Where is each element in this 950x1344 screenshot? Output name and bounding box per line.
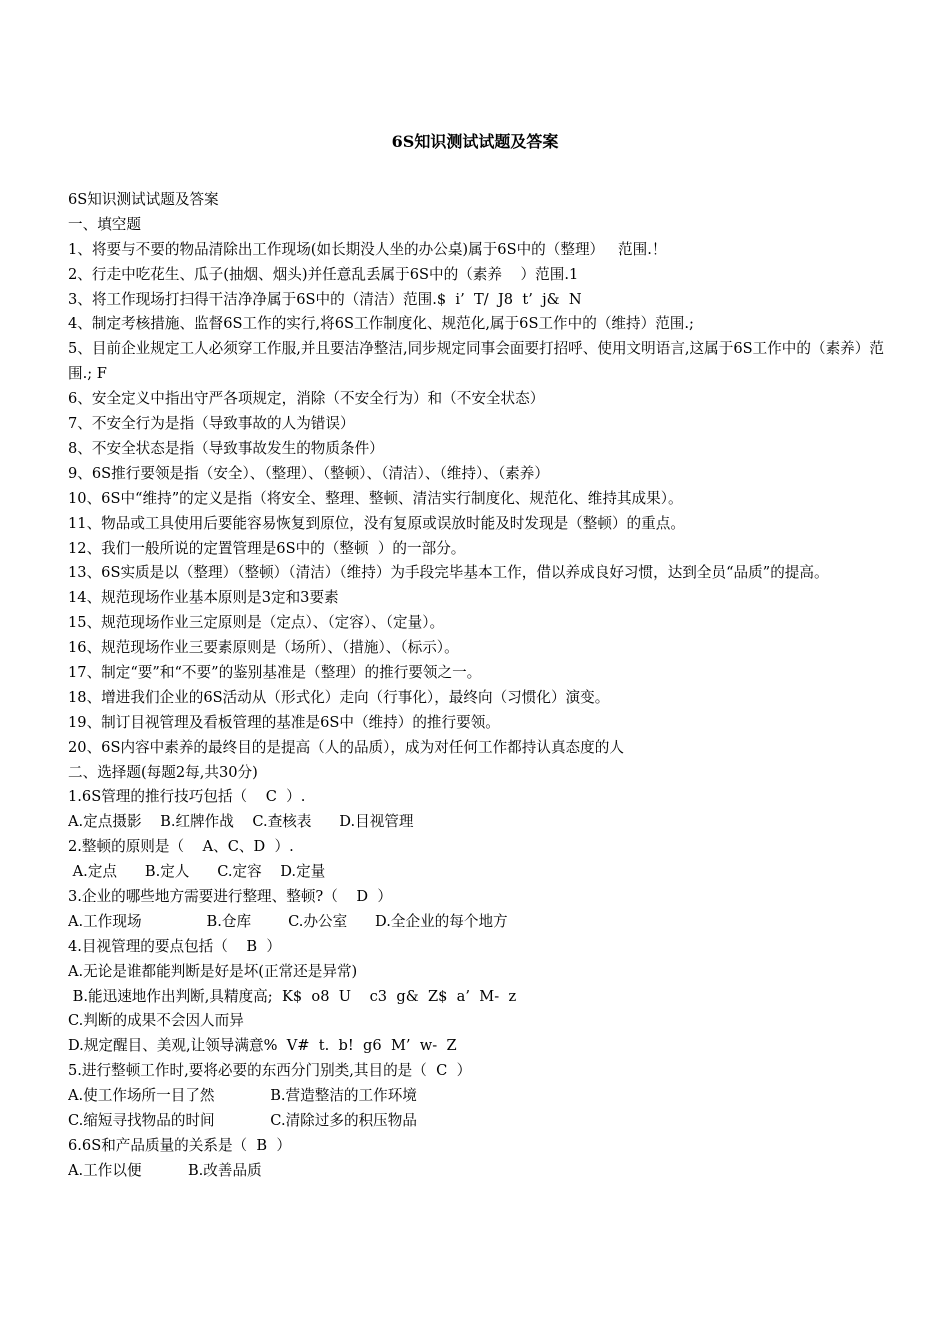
- question-choice-4: 4.目视管理的要点包括（ B ）: [68, 937, 282, 955]
- question-choice-6-options: A.工作以便 B.改善品质: [68, 1161, 262, 1179]
- question-fill-11: 11、物品或工具使用后要能容易恢复到原位，没有复原或误放时能及时发现是（整顿）的重点。: [68, 514, 685, 532]
- question-choice-3-options: A.工作现场 B.仓库 C.办公室 D.全企业的每个地方: [68, 912, 508, 930]
- question-fill-6: 6、安全定义中指出守严各项规定，消除（不安全行为）和（不安全状态）: [68, 390, 545, 408]
- question-fill-8: 8、不安全状态是指（导致事故发生的物质条件）: [68, 439, 384, 457]
- document-title: 6S知识测试试题及答案: [391, 132, 559, 151]
- question-choice-5-options-cd: C.缩短寻找物品的时间 C.清除过多的积压物品: [68, 1112, 417, 1129]
- question-choice-5: 5.进行整顿工作时,要将必要的东西分门别类,其目的是（ C ）: [68, 1062, 472, 1080]
- question-choice-5-options-ab: A.使工作场所一目了然 B.营造整洁的工作环境: [68, 1087, 417, 1105]
- question-fill-2: 2、行走中吃花生、瓜子(抽烟、烟头)并任意乱丢属于6S中的（素养 ）范围.1: [68, 265, 579, 283]
- question-fill-4: 4、制定考核措施、监督6S工作的实行,将6S工作制度化、规范化,属于6S工作中的（维持）范围.;: [68, 315, 694, 333]
- question-fill-3: 3、将工作现场打扫得干洁净净属于6S中的（清洁）范围.$ i’ T/ J8 t’ j& N: [68, 290, 582, 308]
- question-choice-3: 3.企业的哪些地方需要进行整理、整顿?（ D ）: [68, 887, 392, 905]
- question-fill-15: 15、规范现场作业三定原则是（定点）、（定容）、（定量）。: [68, 614, 445, 632]
- question-fill-17: 17、制定“要”和“不要”的鉴别基准是（整理）的推行要领之一。: [68, 663, 482, 681]
- question-fill-12: 12、我们一般所说的定置管理是6S中的（整顿 ）的一部分。: [68, 539, 466, 557]
- question-fill-10: 10、6S中“维持”的定义是指（将安全、整理、整顿、清洁实行制度化、规范化、维持其成果）。: [68, 489, 683, 507]
- question-choice-1: 1.6S管理的推行技巧包括（ C ）.: [68, 788, 306, 806]
- section-heading-choice: 二、选择题(每题2每,共30分): [68, 763, 258, 781]
- question-choice-6: 6.6S和产品质量的关系是（ B ）: [68, 1136, 292, 1154]
- question-fill-16: 16、规范现场作业三要素原则是（场所）、（措施）、（标示）。: [68, 639, 459, 657]
- question-choice-4-option-d: D.规定醒目、美观,让领导满意% V# t. b! g6 M’ w- Z: [68, 1037, 457, 1055]
- question-fill-5: 5、目前企业规定工人必须穿工作服,并且要洁净整洁,同步规定同事会面要打招呼、使用文明语言,这属于6S工作中的（素养）范围.; F: [68, 340, 884, 383]
- question-fill-18: 18、增进我们企业的6S活动从（形式化）走向（行事化），最终向（习惯化）演变。: [68, 688, 610, 706]
- question-fill-20: 20、6S内容中素养的最终目的是提高（人的品质），成为对任何工作都持认真态度的人: [68, 738, 624, 756]
- question-fill-9: 9、6S推行要领是指（安全）、（整理）、（整顿）、（清洁）、（维持）、（素养）: [68, 464, 549, 482]
- question-choice-2: 2.整顿的原则是（ A、C、D ）.: [68, 838, 294, 856]
- question-choice-1-options: A.定点摄影 B.红牌作战 C.查核表 D.目视管理: [68, 813, 414, 831]
- question-fill-13: 13、6S实质是以（整理）（整顿）（清洁）（维持）为手段完毕基本工作，借以养成良好习惯，达到全员“品质”的提高。: [68, 564, 829, 582]
- text-line-heading: 6S知识测试试题及答案: [68, 191, 219, 208]
- question-fill-14: 14、规范现场作业基本原则是3定和3要素: [68, 589, 339, 607]
- question-fill-19: 19、制订目视管理及看板管理的基准是6S中（维持）的推行要领。: [68, 713, 500, 731]
- question-fill-1: 1、将要与不要的物品清除出工作现场(如长期没人坐的办公桌)属于6S中的（整理） 范围.！: [68, 240, 667, 258]
- question-choice-4-option-c: C.判断的成果不会因人而异: [68, 1012, 244, 1030]
- question-fill-7: 7、不安全行为是指（导致事故的人为错误）: [68, 415, 355, 433]
- section-heading-fill-blank: 一、填空题: [68, 215, 141, 233]
- question-choice-2-options: A.定点 B.定人 C.定容 D.定量: [68, 863, 326, 881]
- question-choice-4-option-a: A.无论是谁都能判断是好是坏(正常还是异常): [68, 962, 358, 980]
- question-choice-4-option-b: B.能迅速地作出判断,具精度高; K$ o8 U c3 g& Z$ a’ M- z: [68, 987, 517, 1005]
- document-body: [68, 188, 886, 1184]
